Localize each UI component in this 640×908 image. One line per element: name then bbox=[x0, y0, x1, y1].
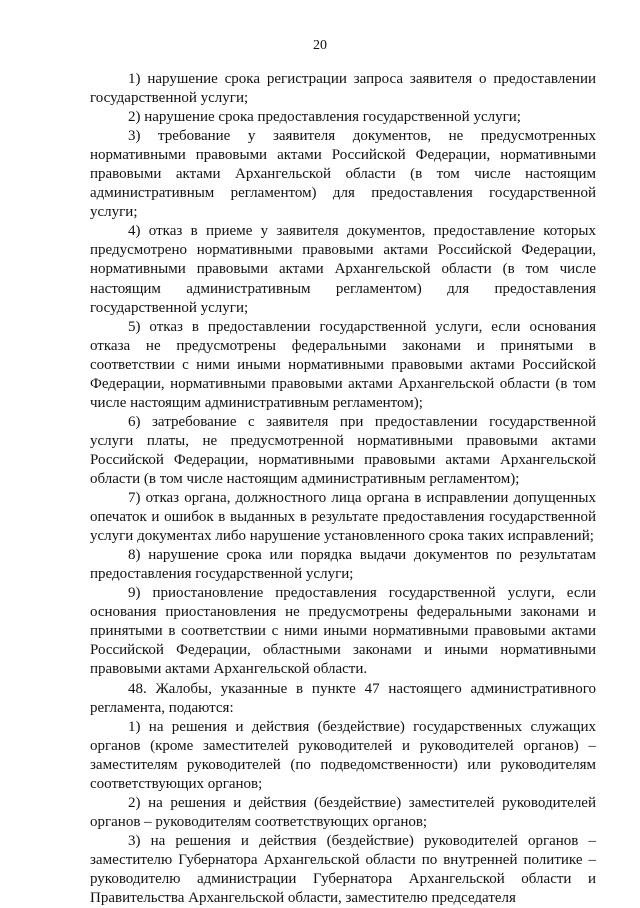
paragraph-section-48: 48. Жалобы, указанные в пункте 47 настоящего административного регламента, подаются: bbox=[90, 680, 596, 716]
paragraph-item-3: 3) требование у заявителя документов, не предусмотренных нормативными правовыми актами Российской Федерации, нормативными правовыми актами Архангельской области (в том числе настоящим административным регламентом) для предоставления государственной услуги; bbox=[90, 128, 596, 221]
paragraph-subitem-1: 1) на решения и действия (бездействие) государственных служащих органов (кроме заместителей руководителей и руководителей органов) – заместителям руководителей (по подведомственности) или руководителям соответствующих органов; bbox=[90, 718, 596, 792]
paragraph-item-2: 2) нарушение срока предоставления государственной услуги; bbox=[128, 109, 521, 126]
paragraph-item-8: 8) нарушение срока или порядка выдачи документов по результатам предоставления государственной услуги; bbox=[90, 547, 596, 583]
paragraph-subitem-2: 2) на решения и действия (бездействие) заместителей руководителей органов – руководителям соответствующих органов; bbox=[90, 794, 596, 830]
paragraph-subitem-3: 3) на решения и действия (бездействие) руководителей органов – заместителю Губернатора Архангельской области по внутренней политике – руководителю администрации Губернатора Архангельской области и Правительства Архангельской области, заместителю председателя bbox=[90, 832, 596, 907]
paragraph-item-4: 4) отказ в приеме у заявителя документов, предоставление которых предусмотрено нормативными правовыми актами Российской Федерации, нормативными правовыми актами Архангельской области (в том числе настоящим административным регламентом) для предоставления государственной услуги; bbox=[90, 223, 596, 316]
paragraph-item-7: 7) отказ органа, должностного лица органа в исправлении допущенных опечаток и ошибок в выданных в результате предоставления государственной услуги документах либо нарушение установленного срока таких исправлений; bbox=[90, 490, 596, 545]
paragraph-item-5: 5) отказ в предоставлении государственной услуги, если основания отказа не предусмотрены федеральными законами и принятыми в соответствии с ними иными нормативными правовыми актами Российской Федерации, нормативными правовыми актами Архангельской области (в том числе настоящим административным регламентом); bbox=[90, 318, 596, 411]
paragraph-item-1: 1) нарушение срока регистрации запроса заявителя о предоставлении государственной услуги; bbox=[90, 71, 596, 107]
document-body bbox=[90, 70, 596, 908]
page-number: 20 bbox=[313, 38, 327, 53]
paragraph-item-9: 9) приостановление предоставления государственной услуги, если основания приостановления не предусмотрены федеральными законами и принятыми в соответствии с ними иными нормативными правовыми актами Российской Федерации, областными законами и иными нормативными правовыми актами Архангельской области. bbox=[90, 585, 596, 678]
paragraph-item-6: 6) затребование с заявителя при предоставлении государственной услуги платы, не предусмотренной нормативными правовыми актами Российской Федерации, нормативными правовыми актами Архангельской области (в том числе настоящим административным регламентом); bbox=[90, 413, 596, 487]
